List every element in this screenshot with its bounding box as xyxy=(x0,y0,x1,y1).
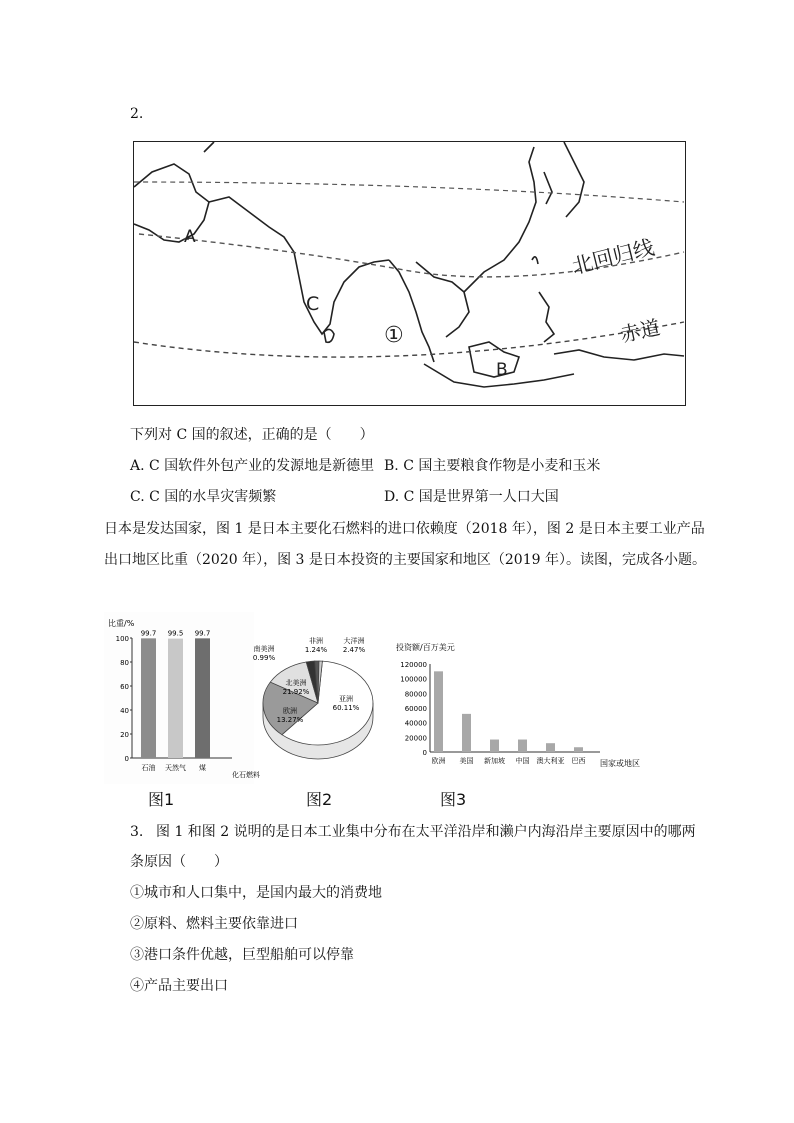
label-a: A xyxy=(184,227,196,247)
chart-3-bar xyxy=(574,747,583,752)
option-c[interactable]: C. C 国的水旱灾害频繁 xyxy=(130,489,277,505)
chart-1-category-label: 天然气 xyxy=(165,764,186,772)
chart-2-pie xyxy=(253,636,373,759)
chart-2-slice-value: 2.47% xyxy=(342,646,366,654)
equator-label: 赤道 xyxy=(618,315,663,347)
chart-2-slice-name: 欧洲 xyxy=(283,707,297,715)
chart-3-bar xyxy=(546,743,555,752)
chart-3-ytick: 80000 xyxy=(404,690,427,699)
chart-3-ytick: 60000 xyxy=(404,705,427,713)
chart-3-ytick: 40000 xyxy=(404,719,427,728)
item-1: ①城市和人口集中，是国内最大的消费地 xyxy=(130,885,382,901)
chart-2-slice-name: 北美洲 xyxy=(285,679,307,687)
chart-3-category-label: 欧洲 xyxy=(431,757,446,765)
figure-3-label: 图3 xyxy=(440,790,467,809)
chart-1-xlabel: 化石燃料 xyxy=(232,771,260,779)
chart-1-ytick: 0 xyxy=(124,755,129,763)
chart-1-ytick: 20 xyxy=(120,731,129,739)
chart-2-slice-value: 21.92% xyxy=(282,688,310,696)
chart-1-ytick: 80 xyxy=(120,659,129,667)
chart-3-category-label: 中国 xyxy=(515,757,530,765)
chart-1-value-label: 99.5 xyxy=(167,629,184,638)
coast-srilanka xyxy=(324,329,334,342)
chart-1-value-label: 99.7 xyxy=(194,629,211,638)
chart-1 xyxy=(104,612,260,784)
chart-1-ytick: 100 xyxy=(115,635,129,643)
label-c: C xyxy=(306,293,320,315)
chart-3-bar xyxy=(434,671,443,752)
chart-2-slice-name: 大洋洲 xyxy=(343,637,365,645)
coast-arabia xyxy=(134,164,209,242)
chart-2-slice-name: 非洲 xyxy=(309,637,323,645)
coast-new-guinea xyxy=(554,350,684,360)
chart-1-category-label: 煤 xyxy=(199,764,206,772)
chart-3-ytick: 120000 xyxy=(400,661,427,669)
asia-map-drawing xyxy=(134,142,684,404)
chart-1-category-label: 石油 xyxy=(141,764,156,772)
chart-3-category-label: 新加坡 xyxy=(484,757,505,765)
chart-2-slice-value: 0.99% xyxy=(252,654,276,662)
arc-line xyxy=(134,182,684,202)
chart-3-xlabel: 国家或地区 xyxy=(600,759,640,768)
label-b: B xyxy=(496,360,508,380)
chart-3-ytick: 0 xyxy=(422,749,427,757)
question-2-stem: 下列对 C 国的叙述，正确的是（ ） xyxy=(130,427,374,443)
item-4: ④产品主要出口 xyxy=(130,978,228,994)
chart-3-category-label: 美国 xyxy=(459,757,474,765)
chart-3-bar xyxy=(518,740,527,752)
item-2: ②原料、燃料主要依靠进口 xyxy=(130,916,298,932)
chart-1-ylabel: 比重/% xyxy=(108,619,135,628)
chart-2-slice-value: 1.24% xyxy=(304,646,328,654)
chart-1-ytick: 40 xyxy=(120,707,129,715)
chart-1-bars xyxy=(141,629,211,772)
chart-2-slice-name: 亚洲 xyxy=(339,695,353,703)
intro-line-2: 出口地区比重（2020 年），图 3 是日本投资的主要国家和地区（2019 年）。读图，完成各小题。 xyxy=(104,552,706,568)
chart-2 xyxy=(252,635,383,775)
chart-1-ytick: 60 xyxy=(120,683,129,691)
chart-2-slice-name: 南美洲 xyxy=(253,645,275,653)
chart-2-slice-value: 60.11% xyxy=(332,704,360,712)
chart-3-axis xyxy=(400,661,600,757)
coast-india xyxy=(204,142,389,334)
figure-1-label: 图1 xyxy=(148,790,175,809)
chart-2-slice-value: 13.27% xyxy=(276,716,304,724)
question-3-stem-line-2: 条原因（ ） xyxy=(130,854,228,870)
item-3: ③港口条件优越，巨型船舶可以停靠 xyxy=(130,947,354,963)
option-a[interactable]: A. C 国软件外包产业的发源地是新德里 xyxy=(130,458,375,474)
chart-3-ylabel: 投资额/百万美元 xyxy=(396,643,455,652)
coast-japan xyxy=(544,142,584,217)
coast-china xyxy=(464,147,536,292)
option-d[interactable]: D. C 国是世界第一人口大国 xyxy=(384,489,559,505)
chart-1-value-label: 99.7 xyxy=(140,629,157,638)
label-circle-1: ① xyxy=(384,323,404,348)
figure-2-label: 图2 xyxy=(306,790,333,809)
chart-3-bars xyxy=(432,671,586,765)
tropic-label: 北回归线 xyxy=(569,235,657,279)
coast-philippines xyxy=(532,257,554,342)
chart-1-bar xyxy=(141,638,156,758)
question-2-number: 2. xyxy=(130,106,144,122)
chart-3-category-label: 澳大利亚 xyxy=(536,757,565,765)
chart-1-bar xyxy=(195,638,210,758)
intro-line-1: 日本是发达国家，图 1 是日本主要化石燃料的进口依赖度（2018 年），图 2 是日本主要工业产品 xyxy=(104,521,705,537)
option-b[interactable]: B. C 国主要粮食作物是小麦和玉米 xyxy=(384,458,601,474)
chart-1-bar xyxy=(168,639,183,758)
chart-3-ytick: 20000 xyxy=(404,734,427,743)
chart-3-bar xyxy=(490,740,499,752)
chart-3-ytick: 100000 xyxy=(400,675,427,684)
equator-line xyxy=(134,322,684,357)
asia-map xyxy=(133,141,686,406)
chart-3-bar xyxy=(462,714,471,752)
question-3-number: 3. xyxy=(130,824,144,840)
chart-3-category-label: 巴西 xyxy=(571,757,586,765)
question-3-stem-line-1: 图 1 和图 2 说明的是日本工业集中分布在太平洋沿岸和濑户内海沿岸主要原因中的哪两 xyxy=(156,824,696,840)
chart-3 xyxy=(390,638,660,772)
